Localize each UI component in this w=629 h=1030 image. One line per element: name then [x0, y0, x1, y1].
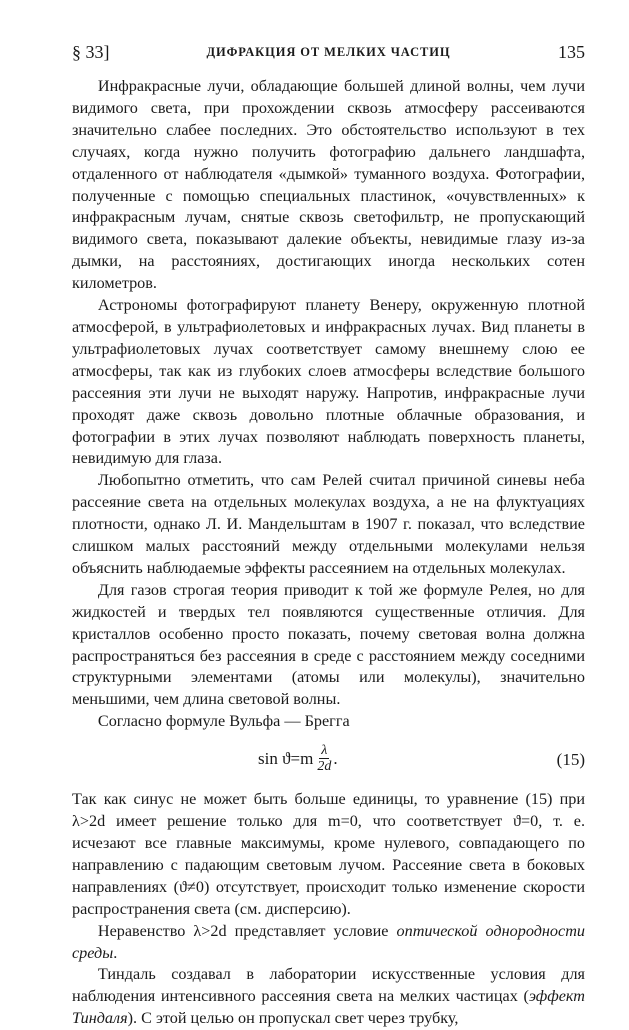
paragraph-sine: Так как синус не может быть больше единицы, то уравнение (15) при λ>2d имеет решение только для m=0, что соответствует ϑ=0, т. е. исчезают все главные максимумы, кроме нулевого, совпадающего по направлению с падающим световым лучом. Рассеяние света в боковых направлениях (ϑ≠0) отсутствует, происходит только изменение скорости распространения света (см. дисперсию).	[72, 790, 585, 918]
tyndall-text: Тиндаль создавал в лаборатории искусственные условия для наблюдения интенсивного рассеяния света на мелких частицах (	[72, 965, 585, 1006]
formula-denominator: 2d	[317, 759, 332, 775]
paragraph-gases: Для газов строгая теория приводит к той же формуле Релея, но для жидкостей и твердых тел появляются существенные отличия. Для кристаллов особенно просто показать, почему световая волна должна распространяться без рассеяния в среде с расстоянием между соседними структурными элементами (атомы или молекулы), значительно меньшими, чем длина световой волны.	[72, 580, 585, 709]
optical-homogeneity-term: оптической однородности среды	[72, 921, 585, 962]
chapter-title: ДИФРАКЦИЯ ОТ МЕЛКИХ ЧАСТИЦ	[206, 45, 451, 59]
tyndall-end: ). С этой целью он пропускал свет через трубку,	[127, 1009, 459, 1028]
formula-fraction	[315, 743, 333, 774]
formula-period: .	[333, 748, 338, 768]
page-body	[72, 76, 585, 1030]
inequality-text: Неравенство λ>2d представляет условие	[97, 921, 397, 940]
running-header	[72, 40, 585, 64]
inequality-end: .	[113, 943, 118, 962]
formula-body	[258, 743, 338, 774]
formula-numerator: λ	[321, 743, 328, 759]
paragraph-venus: Астрономы фотографируют планету Венеру, окруженную плотной атмосферой, в ультрафиолетовых и инфракрасных лучах. Вид планеты в ультрафиолетовых лучах соответствует самому внешнему слою ее атмосферы, так как из глубоких слоев атмосферы вследствие большого рассеяния эти лучи не выходят наружу. Напротив, инфракрасные лучи проходят даже сквозь довольно плотные облачные образования, и фотографии в этих лучах позволяют наблюдать поверхность планеты, невидимую для глаза.	[72, 296, 585, 468]
formula-lhs: sin ϑ=m	[258, 748, 314, 768]
paragraph-rayleigh: Любопытно отметить, что сам Релей считал причиной синевы неба рассеяние света на отдельных молекулах воздуха, а не на флуктуациях плотности, однако Л. И. Мандельштам в 1907 г. показал, что вследствие слишком малых расстояний между отдельными молекулами нельзя объяснить наблюдаемые эффекты рассеянием на отдельных молекулах.	[72, 471, 585, 577]
paragraph-infrared: Инфракрасные лучи, обладающие большей длиной волны, чем лучи видимого света, при прохождении сквозь атмосферу рассеиваются значительно слабее последних. Это обстоятельство используют в тех случаях, когда нужно получить фотографию дальнего ландшафта, отдаленного от наблюдателя «дымкой» туманного воздуха. Фотографии, полученные с помощью специальных пластинок, «очувствленных» к инфракрасным лучам, снятые сквозь светофильтр, не пропускающий видимого света, показывают далекие объекты, невидимые глазу из-за дымки, на расстояниях, достигающих иногда нескольких сотен километров.	[72, 77, 585, 293]
section-number: § 33]	[72, 42, 110, 62]
paragraph-wulff-bragg: Согласно формуле Вульфа — Брегга	[97, 712, 350, 731]
page-number: 135	[558, 42, 585, 62]
paragraph-tyndall	[72, 964, 585, 1030]
paragraph-inequality	[72, 921, 585, 965]
tyndall-effect-term: эффект Тиндаля	[72, 987, 585, 1028]
formula-number: (15)	[556, 750, 585, 770]
formula-15	[72, 739, 585, 779]
